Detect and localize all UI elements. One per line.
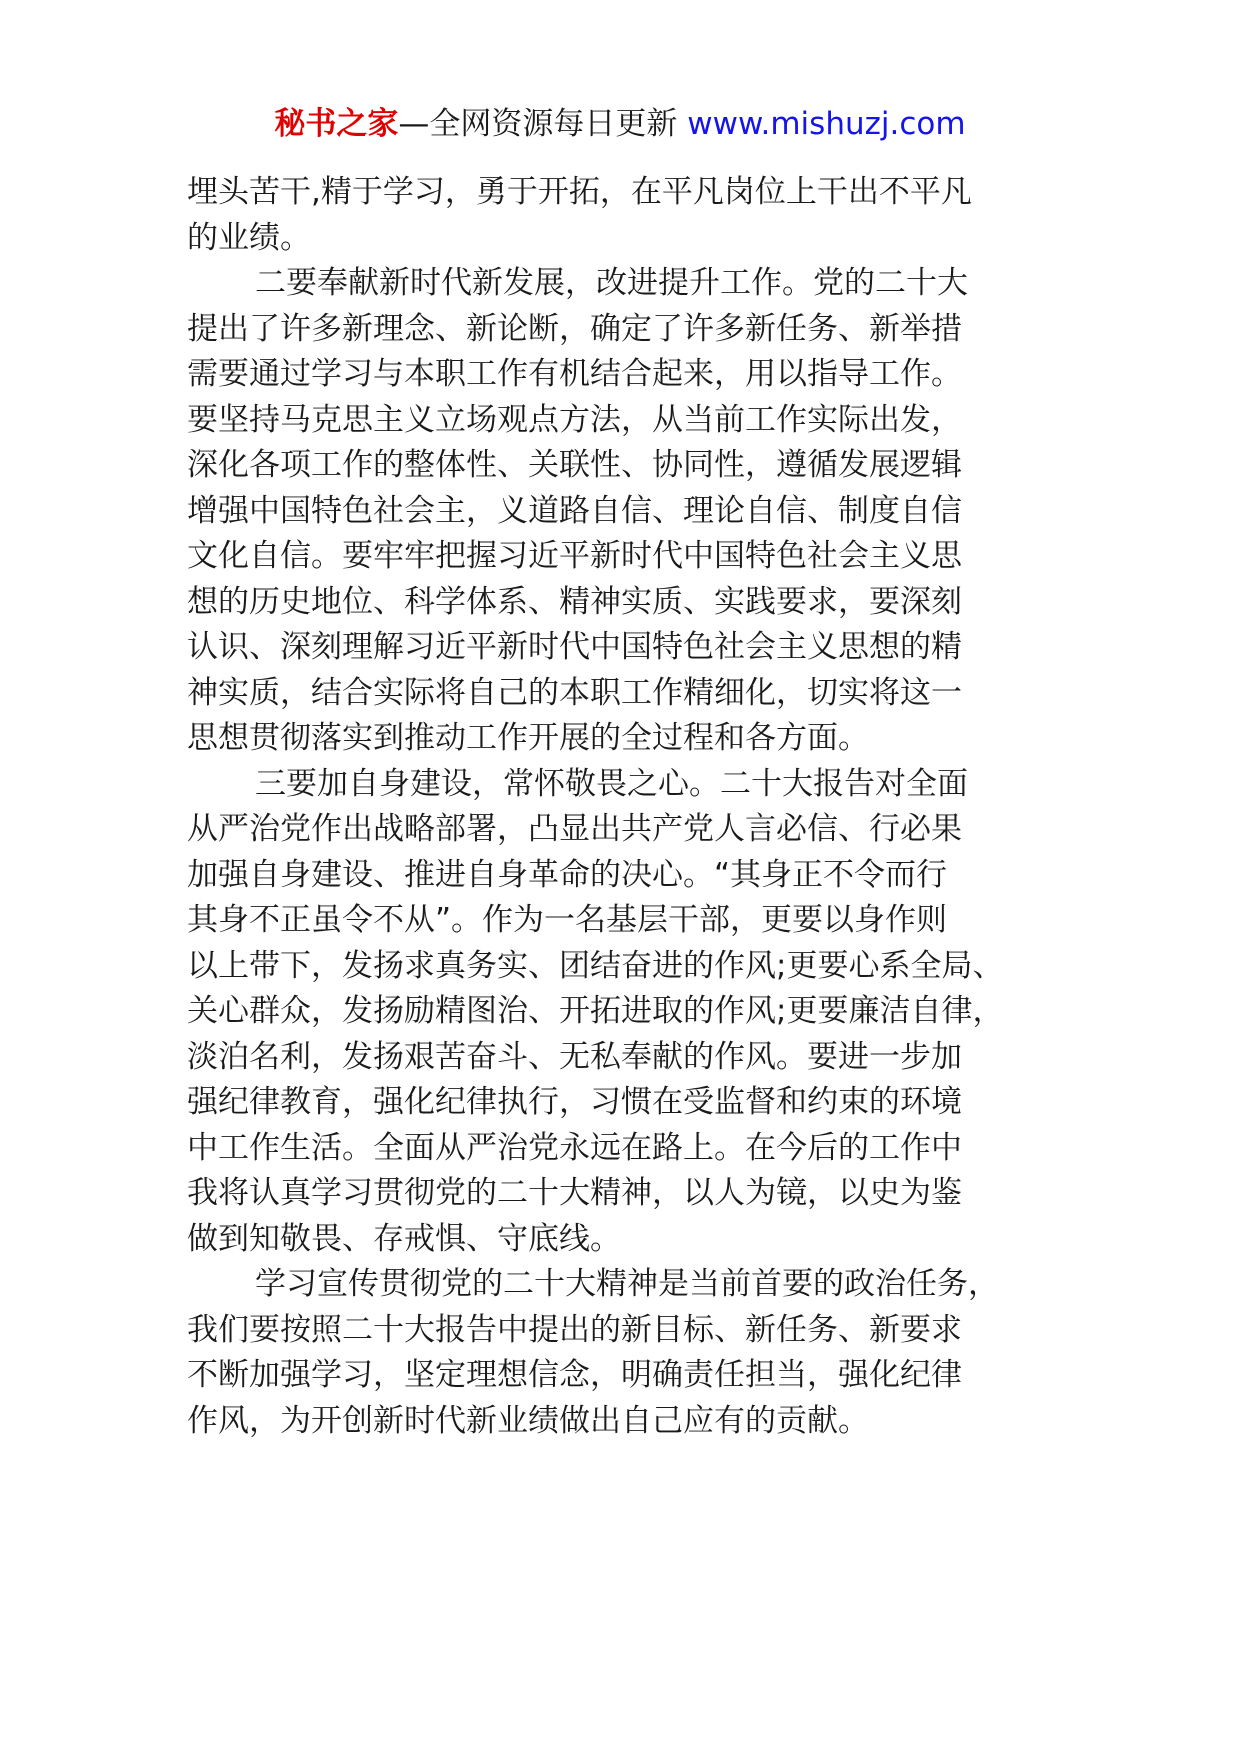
document-body xyxy=(187,170,1067,1444)
paragraph xyxy=(187,1262,1067,1444)
text-line: 提出了许多新理念、新论断，确定了许多新任务、新举措 xyxy=(187,310,962,347)
text-line: 以上带下，发扬求真务实、团结奋进的作风;更要心系全局、 xyxy=(187,947,1004,984)
text-line: 三要加自身建设，常怀敬畏之心。二十大报告对全面 xyxy=(255,765,968,802)
text-line: 二要奉献新时代新发展，改进提升工作。党的二十大 xyxy=(255,265,968,301)
text-line: 深化各项工作的整体性、关联性、协同性，遵循发展逻辑 xyxy=(187,447,962,483)
text-line: 加强自身建设、推进自身革命的决心。“其身正不令而行 xyxy=(187,856,948,893)
text-line: 不断加强学习，坚定理想信念，明确责任担当，强化纪律 xyxy=(187,1357,962,1393)
text-line: 神实质，结合实际将自己的本职工作精细化，切实将这一 xyxy=(187,674,962,711)
text-line: 关心群众，发扬励精图治、开拓进取的作风;更要廉洁自律， xyxy=(187,993,1004,1029)
text-line: 需要通过学习与本职工作有机结合起来，用以指导工作。 xyxy=(187,356,962,392)
text-line: 淡泊名利，发扬艰苦奋斗、无私奉献的作风。要进一步加 xyxy=(187,1038,962,1075)
text-line: 认识、深刻理解习近平新时代中国特色社会主义思想的精 xyxy=(187,629,962,665)
text-line: 想的历史地位、科学体系、精神实质、实践要求，要深刻 xyxy=(187,583,962,620)
site-tagline: —全网资源每日更新 xyxy=(398,106,688,142)
text-line: 作风，为开创新时代新业绩做出自己应有的贡献。 xyxy=(187,1402,869,1439)
paragraph xyxy=(187,170,1067,261)
text-line: 要坚持马克思主义立场观点方法，从当前工作实际出发， xyxy=(187,401,962,438)
text-line: 埋头苦干,精于学习，勇于开拓，在平凡岗位上干出不平凡 xyxy=(187,174,972,210)
text-line: 增强中国特色社会主，义道路自信、理论自信、制度自信 xyxy=(187,492,962,529)
paragraph xyxy=(187,261,1067,762)
site-url-link[interactable]: www.mishuzj.com xyxy=(687,106,966,142)
text-line: 学习宣传贯彻党的二十大精神是当前首要的政治任务， xyxy=(255,1266,999,1302)
text-line: 我们要按照二十大报告中提出的新目标、新任务、新要求 xyxy=(187,1311,962,1348)
text-line: 文化自信。要牢牢把握习近平新时代中国特色社会主义思 xyxy=(187,538,962,574)
text-line: 其身不正虽令不从”。作为一名基层干部，更要以身作则 xyxy=(187,902,948,938)
text-line: 做到知敬畏、存戒惧、守底线。 xyxy=(187,1220,621,1257)
text-line: 强纪律教育，强化纪律执行，习惯在受监督和约束的环境 xyxy=(187,1084,962,1120)
page-header xyxy=(0,104,1240,144)
text-line: 思想贯彻落实到推动工作开展的全过程和各方面。 xyxy=(187,720,869,756)
site-brand: 秘书之家 xyxy=(274,106,399,142)
text-line: 我将认真学习贯彻党的二十大精神，以人为镜，以史为鉴 xyxy=(187,1175,962,1211)
text-line: 中工作生活。全面从严治党永远在路上。在今后的工作中 xyxy=(187,1129,962,1166)
paragraph xyxy=(187,762,1067,1263)
text-line: 的业绩。 xyxy=(187,219,311,256)
text-line: 从严治党作出战略部署，凸显出共产党人言必信、行必果 xyxy=(187,811,962,847)
